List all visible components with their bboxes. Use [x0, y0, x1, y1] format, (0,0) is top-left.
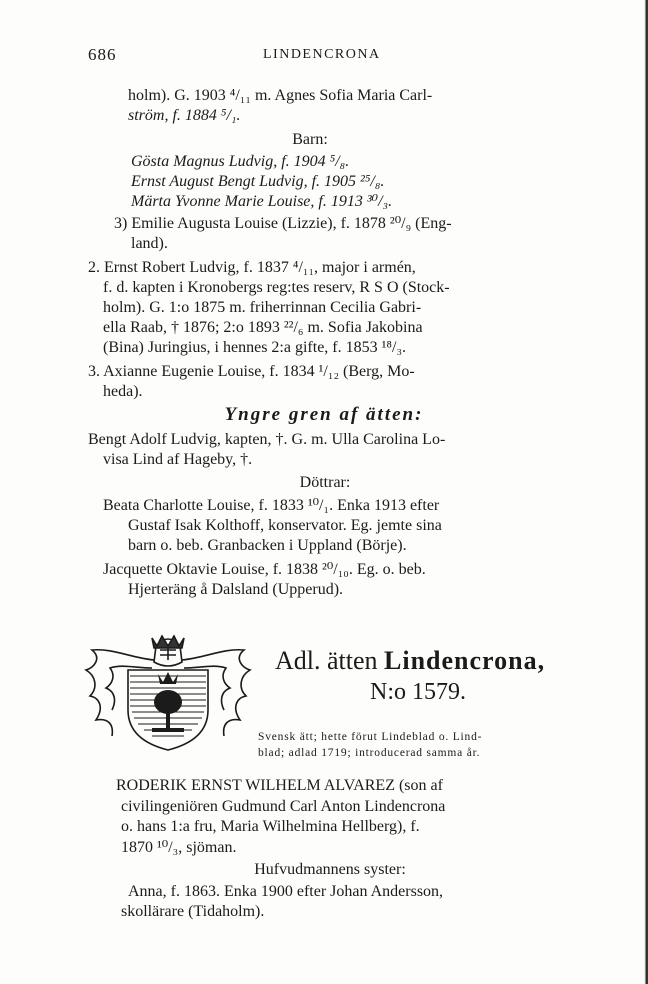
text-line: ström, f. 1884 ⁵/₁. [128, 107, 241, 124]
family-name: Lindencrona, [384, 646, 546, 675]
children-heading: Barn: [292, 131, 328, 148]
child-entry: Gösta Magnus Ludvig, f. 1904 ⁵/₈. [131, 153, 350, 170]
running-head: LINDENCRONA [263, 47, 381, 62]
page-number: 686 [88, 45, 117, 64]
text-line: o. hans 1:a fru, Maria Wilhelmina Hellberg), f. [121, 818, 420, 835]
text-line: 3) Emilie Augusta Louise (Lizzie), f. 1878 ²⁰/₉ (Eng- [114, 215, 452, 232]
text-line: ella Raab, † 1876; 2:o 1893 ²²/₆ m. Sofia Jakobina [103, 319, 423, 336]
text-line: land). [131, 235, 168, 252]
text-line: holm). G. 1:o 1875 m. friherrinnan Cecilia Gabri- [103, 299, 422, 316]
family-prefix: Adl. ätten [275, 646, 378, 675]
text-line: (Bina) Juringius, i hennes 2:a gifte, f. 1853 ¹⁸/₃. [103, 339, 407, 356]
family-note: blad; adlad 1719; introducerad samma år. [258, 747, 481, 759]
page-header [88, 45, 588, 65]
entry-ernst-robert: 2. Ernst Robert Ludvig, f. 1837 ⁴/₁₁, major i armén, [88, 259, 416, 276]
entry-roderik: RODERIK ERNST WILHELM ALVAREZ (son af [116, 777, 443, 794]
section-heading-yngre-gren: Yngre gren af ätten: [224, 404, 424, 425]
text-line: holm). G. 1903 ⁴/₁₁ m. Agnes Sofia Maria Carl- [128, 87, 433, 104]
text-line: Hjerteräng å Dalsland (Upperud). [128, 581, 344, 598]
child-entry: Märta Yvonne Marie Louise, f. 1913 ³⁰/₃. [131, 193, 393, 210]
entry-bengt-adolf: Bengt Adolf Ludvig, kapten, †. G. m. Ulla Carolina Lo- [88, 431, 446, 448]
text-line: barn o. beb. Granbacken i Uppland (Börje). [128, 537, 407, 554]
family-title [275, 646, 545, 676]
family-note: Svensk ätt; hette förut Lindeblad o. Lind- [258, 731, 483, 743]
text-line: visa Lind af Hageby, †. [103, 451, 253, 468]
text-line: civilingeniören Gudmund Carl Anton Lindencrona [121, 798, 446, 815]
entry-axianne: 3. Axianne Eugenie Louise, f. 1834 ¹/₁₂ (Berg, Mo- [88, 363, 415, 380]
text-line: Gustaf Isak Kolthoff, konservator. Eg. jemte sina [128, 517, 442, 534]
entry-beata: Beata Charlotte Louise, f. 1833 ¹⁰/₁. Enka 1913 efter [103, 497, 440, 514]
child-entry: Ernst August Bengt Ludvig, f. 1905 ²⁵/₈. [131, 173, 385, 190]
sister-heading: Hufvudmannens syster: [254, 861, 406, 878]
family-number: N:o 1579. [370, 679, 466, 705]
text-line: skollärare (Tidaholm). [121, 903, 265, 920]
entry-anna: Anna, f. 1863. Enka 1900 efter Johan Andersson, [128, 883, 444, 900]
text-line: heda). [103, 383, 143, 400]
page-edge-shadow [622, 0, 648, 984]
text-line: f. d. kapten i Kronobergs reg:tes reserv, R S O (Stock- [103, 279, 450, 296]
entry-jacquette: Jacquette Oktavie Louise, f. 1838 ²⁰/₁₀. Eg. o. beb. [103, 561, 426, 578]
text-line: 1870 ¹⁰/₃, sjöman. [121, 839, 237, 856]
daughters-heading: Döttrar: [299, 474, 351, 491]
coat-of-arms-icon [82, 628, 254, 752]
